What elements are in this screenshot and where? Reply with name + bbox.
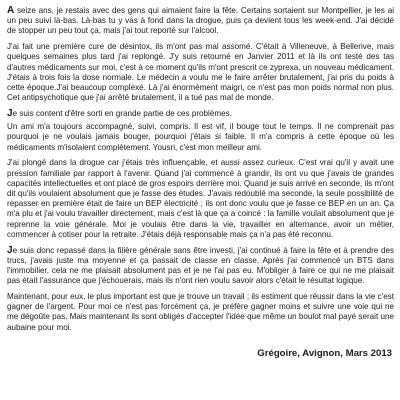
paragraph-text: Maintenant, pour eux, le plus important est que je trouve un travail ; ils estiment que réussir dans la vie c'est gagner de l'argent. Pour moi ce n'est pas forcément ça, je préfère gagner moins et suivre une voie qui ne me dégoûte pas. Mais maintenant ils sont obligés d'accepter l'idée que même un boulot mal payé serait une aubaine pour moi. [7, 292, 394, 332]
signature: Grégoire, Avignon, Mars 2013 [257, 347, 392, 359]
paragraph-6 [7, 246, 394, 287]
paragraph-lead-letter: J [7, 108, 13, 120]
paragraph-lead-letter: A [7, 5, 15, 16]
paragraph-2 [7, 42, 394, 103]
paragraph-text: Un ami m'a toujours accompagné, suivi, compris. Il est vif, il bouge tout le temps. Il ne comprenait pas pourquoi je ne voulais jamais bouger, pourquoi j'étais si faible. Il m'a compris à cette époque où les médicaments m'isolaient complètement. Yousri, c'est mon meilleur ami. [7, 122, 394, 152]
paragraph-1 [7, 6, 394, 37]
paragraph-text: J'ai fait une première cure de désintox, ils m'ont pas mal assomé. C'était à Villeneuve, à Bellerive, mais quelques semaines plus tard j'ai replongé. J'y suis retourné en Janvier 2011 et là ils ont testé des tas d'autres médicaments sur moi, c'est à ce moment qu'ils m'ont prescrit ce zyprexa, un nouveau médicament. J'étais à trois fois la dose normale. Le médecin a voulu me le faire arrêter brutalement, j'ai pris du poids à cette époque.J'ai beaucoup complexé. Là j'ai énormément maigri, ce n'est pas mon poids normal non plus. Cet antipsychotique que j'ai arrêté brutalement, il a tué pas mal de monde. [7, 42, 394, 103]
paragraph-text: seize ans, je restais avec des gens qui aimaient faire la fête. Certains sortaient sur Montpellier, je les ai un peu suivi là-bas. Là-bas tu y vas à fond dans la drogue, puis ça devient tous les week-end. J'ai décidé de stopper un peu tout ça, mais j'ai tout reporté sur l'alcool. [7, 6, 394, 36]
paragraph-4 [7, 122, 394, 153]
paragraph-5 [7, 158, 394, 240]
testimony-body [7, 6, 394, 333]
paragraph-text: J'ai plongé dans la drogue car j'étais très influençable, et aussi assez curieux. C'est vrai qu'il y avait une pression familiale par rapport à l'avenir. Quand j'ai commencé à grandir, ils ont vu que j'avais de grandes capacités intellectuelles et ont placé de gros espoirs derrière moi. Quand je suis arrivé en seconde, ils m'ont dit qu'ils voulaient absolument que je fasse des études. J'avais redoublé ma seconde, la seule possibilité de repasser en première était de faire un BEP électricité ; ils ont donc voulu que je fasse ce BEP en un an. Ça m'a plu et j'ai voulu travailler directement, mais c'est là que ça a coincé : la famille voulait absolument que je reprenne la voie générale. Moi je voulais être dans la vie, travailler en alternance, avoir un métier, commencer à cotiser pour la retraite. J'étais déjà responsable mais ça n'a pas été reconnu. [7, 158, 394, 239]
paragraph-7 [7, 292, 394, 333]
paragraph-lead-letter: J [7, 244, 13, 256]
paragraph-text: e suis content d'être sorti en grande partie de ces problèmes. [12, 109, 232, 119]
paragraph-3 [7, 109, 394, 119]
paragraph-text: e suis donc repassé dans la filière générale sans être investi, j'ai continué à faire la fête et à prendre des trucs, j'avais juste ma moyenne et ça passait de classe en classe. Après j'ai commencé un BTS dans l'immobilier, cela ne me plaisait absolument pas et je ne l'ai pas eu. M'obliger à faire ce qui ne me plaisait pas était l'assurance que j'échouerais, mais ils n'ont rien voulu savoir alors c'était le résultat logique. [7, 245, 394, 286]
